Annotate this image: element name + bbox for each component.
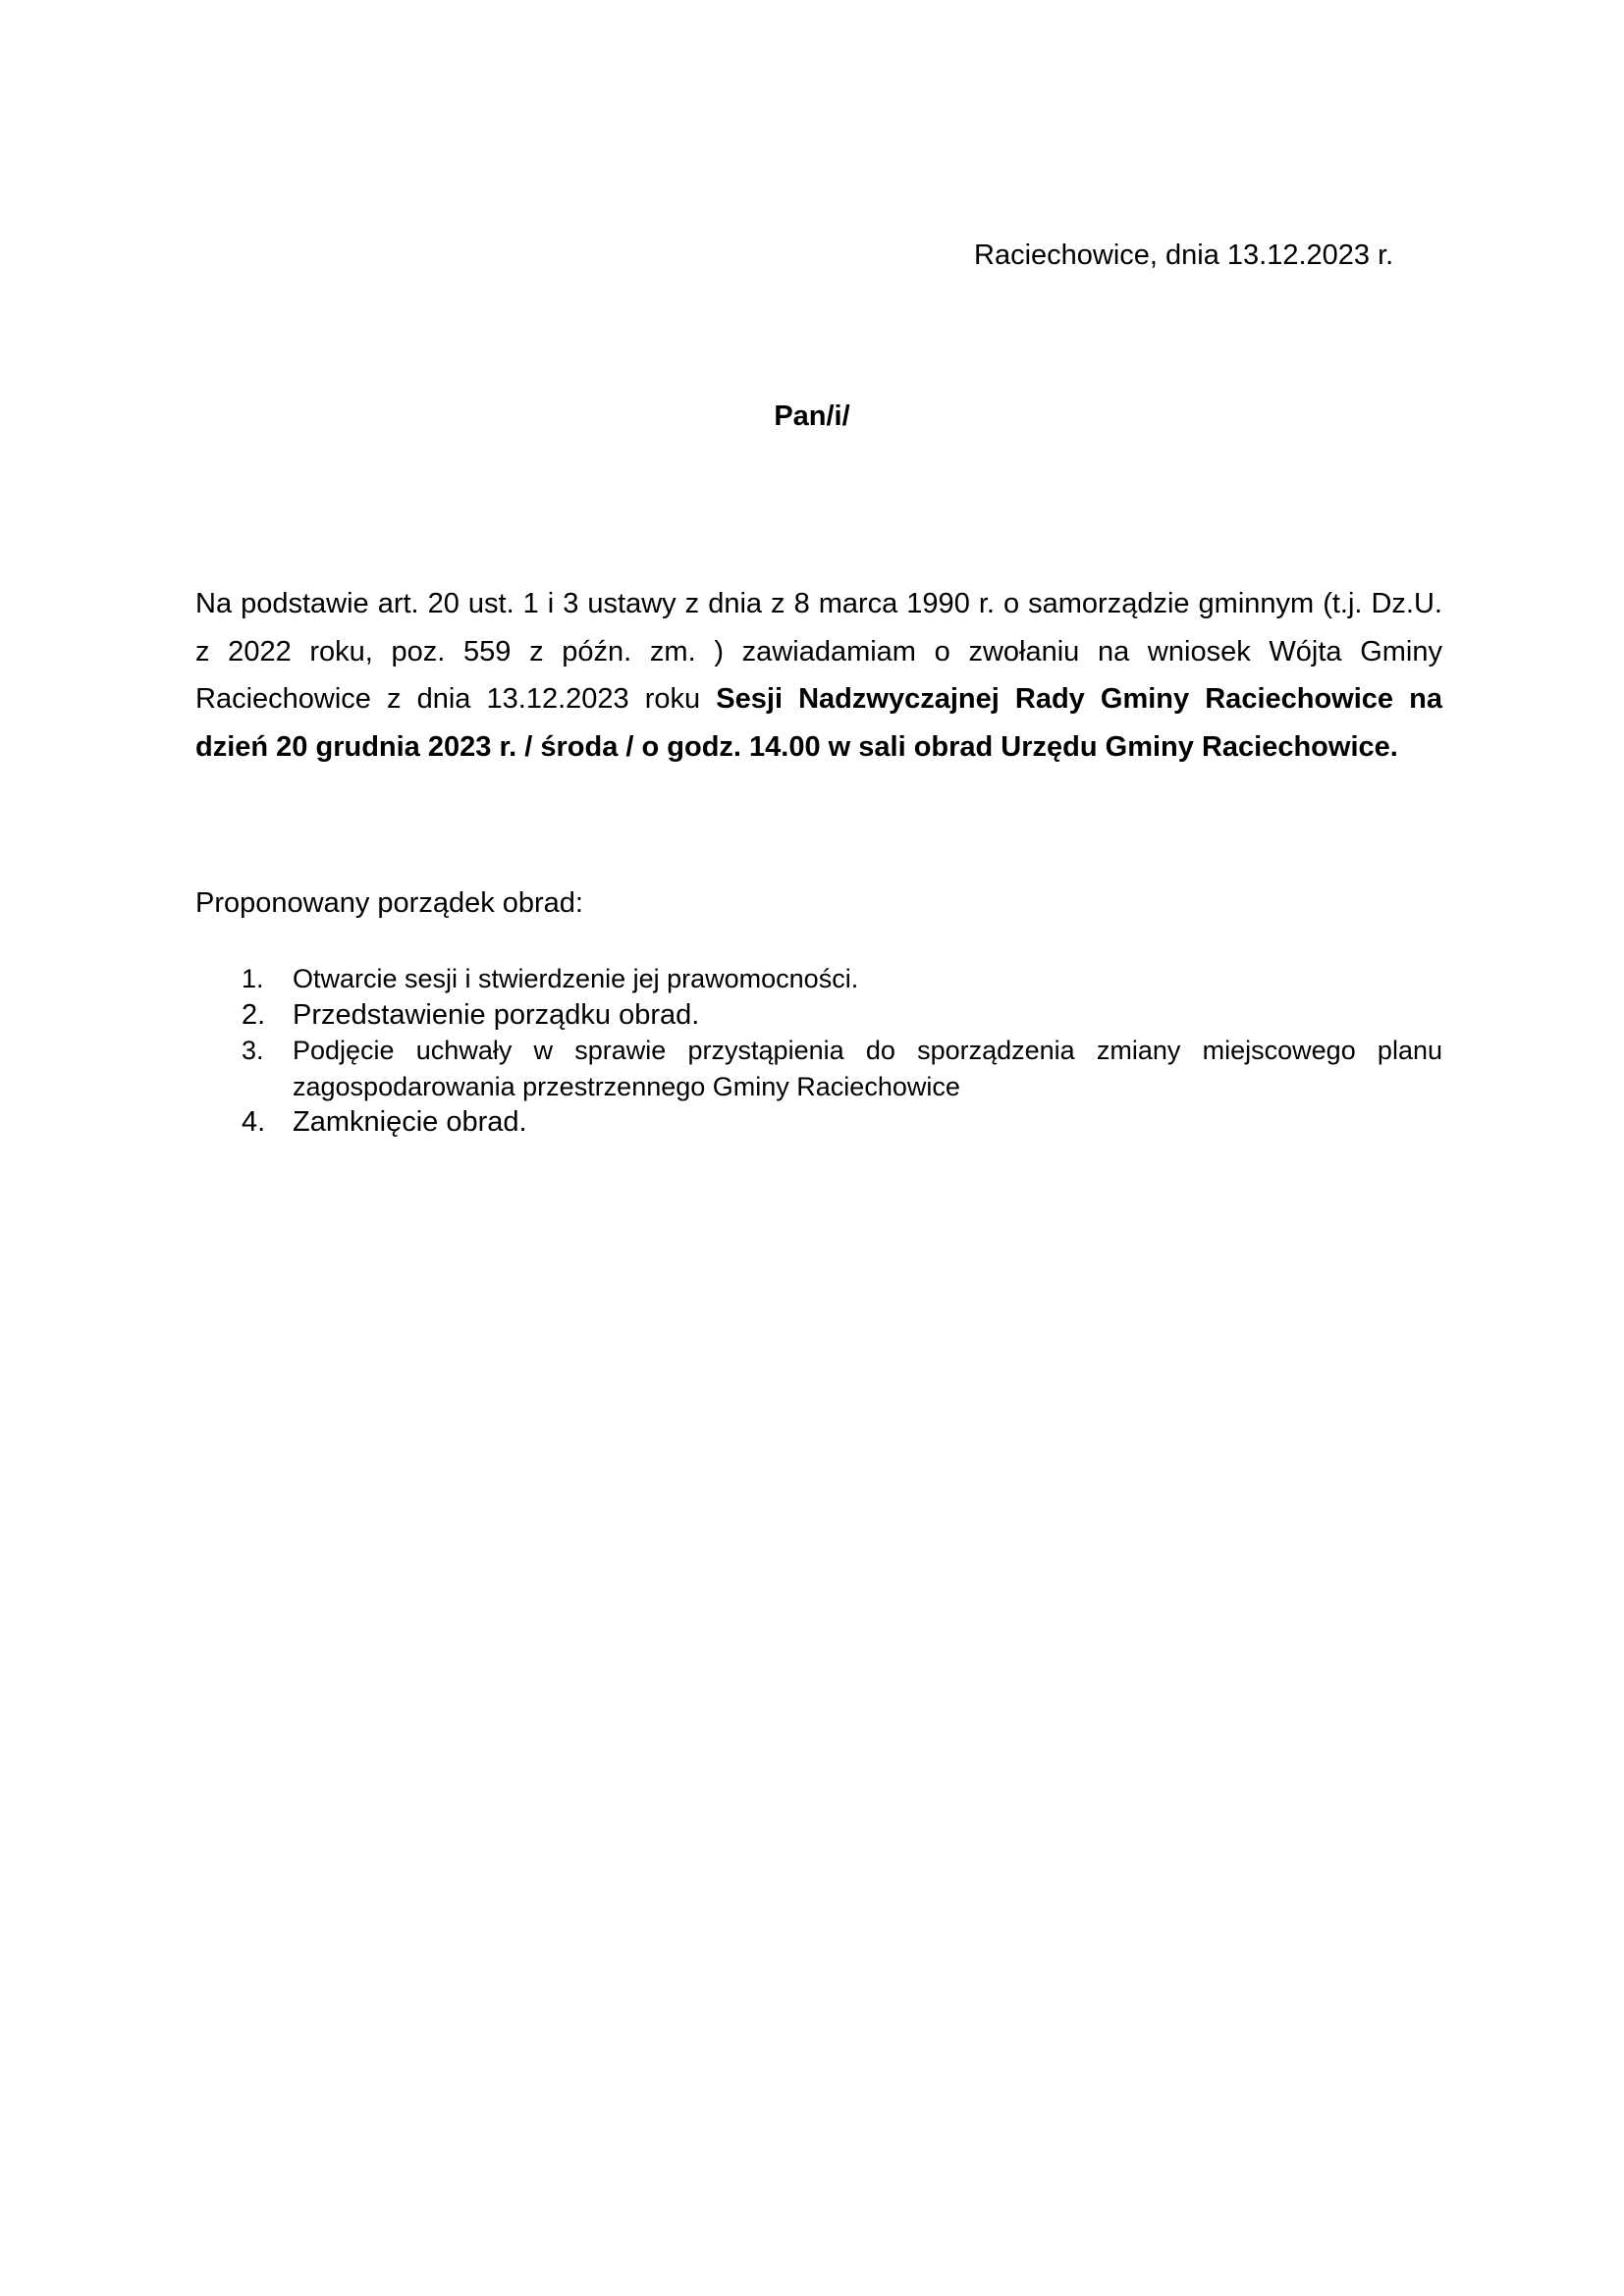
agenda-item-number: 4.: [242, 1106, 266, 1138]
agenda-item: [242, 961, 1442, 997]
agenda-item-number: 1.: [242, 964, 264, 993]
salutation: Pan/i/: [774, 400, 850, 432]
notice-text-regular: Na podstawie art. 20 ust. 1 i 3 ustawy z dnia z 8 marca 1990 r. o samorządzie gminnym (t.j. Dz.U. z 2022 roku, poz. 559 z późn. zm. ) zawiadamiam o zwołaniu na wniosek Wójta Gminy Raciechowice z dnia 13.12.2023 roku: [195, 588, 1442, 715]
agenda-item-text: Zamknięcie obrad.: [293, 1106, 527, 1138]
notice-paragraph: [195, 580, 1442, 771]
agenda-list: [242, 961, 1442, 1141]
agenda-item: [242, 1104, 1442, 1141]
agenda-heading: Proponowany porządek obrad:: [195, 887, 583, 919]
place-and-date: Raciechowice, dnia 13.12.2023 r.: [974, 240, 1394, 271]
notice-text-bold: Sesji Nadzwyczajnej Rady Gminy Raciechowice na dzień 20 grudnia 2023 r. / środa / o godz. 14.00 w sali obrad Urzędu Gminy Raciechowice.: [195, 683, 1442, 763]
agenda-item: [242, 997, 1442, 1034]
agenda-item-text: Przedstawienie porządku obrad.: [293, 998, 700, 1031]
agenda-item: [242, 1033, 1442, 1104]
agenda-item-text: Podjęcie uchwały w sprawie przystąpienia do sporządzenia zmiany miejscowego planu zagospodarowania przestrzennego Gminy Raciechowice: [293, 1036, 1442, 1101]
agenda-item-number: 2.: [242, 998, 266, 1031]
agenda-item-number: 3.: [242, 1036, 264, 1065]
agenda-item-text: Otwarcie sesji i stwierdzenie jej prawomocności.: [293, 964, 859, 993]
